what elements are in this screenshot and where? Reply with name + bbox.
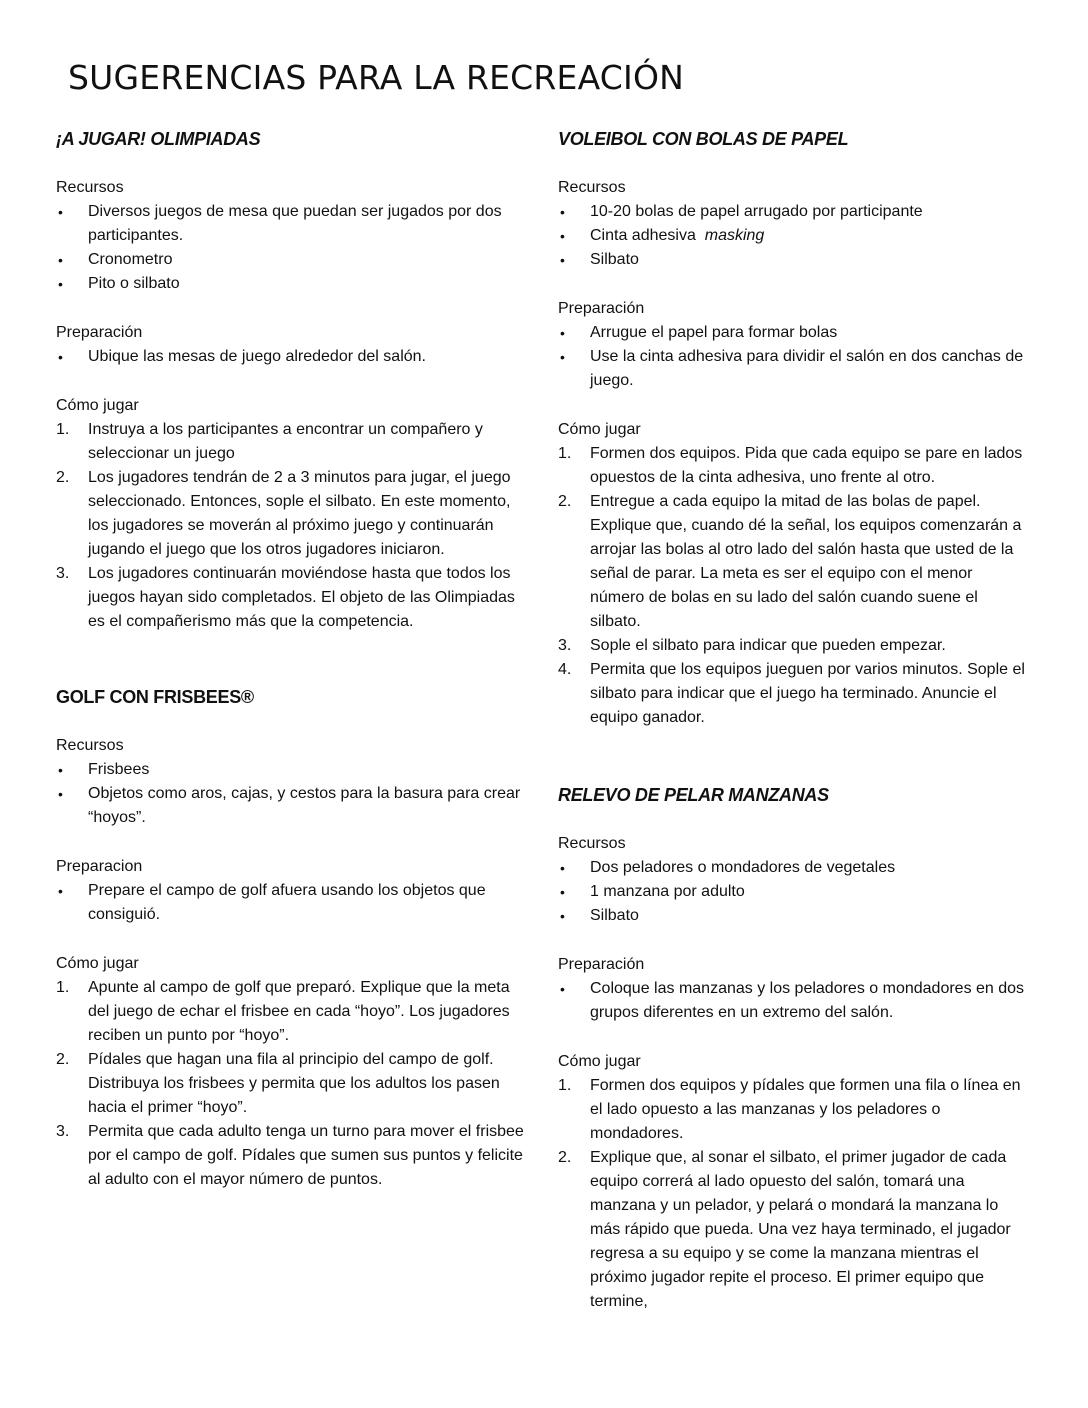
bullet: • <box>58 762 63 778</box>
como-jugar-label: Cómo jugar <box>56 397 139 414</box>
list-item: 1. Apunte al campo de golf que preparó. Explique que la meta del juego de echar el frisbee en cada “hoyo”. Los jugadores reciben un punto por “hoyo”. <box>56 976 526 1048</box>
list-item: • Arrugue el papel para formar bolas <box>558 321 1028 345</box>
list-item: • Coloque las manzanas y los peladores o mondadores en dos grupos diferentes en un extremo del salón. <box>558 977 1028 1025</box>
bullet: • <box>58 252 63 268</box>
preparacion-label: Preparación <box>558 300 645 317</box>
number: 2. <box>558 493 572 510</box>
list-item: • Frisbees <box>56 758 526 782</box>
number: 4. <box>558 661 572 678</box>
list-item: • Cronometro <box>56 248 526 272</box>
list-item: • Silbato <box>558 248 1028 272</box>
list-item: • Dos peladores o mondadores de vegetales <box>558 856 1028 880</box>
left-column <box>56 126 526 1192</box>
bullet: • <box>560 884 565 900</box>
bullet: • <box>58 786 63 802</box>
como-jugar-list <box>56 976 526 1192</box>
section-spacer <box>558 730 1028 782</box>
number: 2. <box>56 1051 70 1068</box>
section-spacer <box>56 634 526 684</box>
preparacion-label: Preparación <box>558 956 645 973</box>
list-item: 2. Los jugadores tendrán de 2 a 3 minutos para jugar, el juego seleccionado. Entonces, sople el silbato. En este momento, los jugadores se moverán al próximo juego y continuarán jugando el juego que los otros jugadores iniciaron. <box>56 466 526 562</box>
bullet: • <box>560 981 565 997</box>
masking-italic: masking <box>704 227 765 244</box>
number: 2. <box>558 1149 572 1166</box>
list-item: • 10-20 bolas de papel arrugado por participante <box>558 200 1028 224</box>
game-title: RELEVO DE PELAR MANZANAS <box>558 785 829 805</box>
como-jugar-list <box>558 442 1028 730</box>
como-jugar-label: Cómo jugar <box>56 955 139 972</box>
list-item: 2. Pídales que hagan una fila al principio del campo de golf. Distribuya los frisbees y permita que los adultos los pasen hacia el primer “hoyo”. <box>56 1048 526 1120</box>
list-item: • Use la cinta adhesiva para dividir el salón en dos canchas de juego. <box>558 345 1028 393</box>
number: 2. <box>56 469 70 486</box>
number: 1. <box>558 445 572 462</box>
game-relevo <box>558 782 1028 1314</box>
recursos-list <box>558 856 1028 928</box>
preparacion-list <box>558 977 1028 1025</box>
list-item: 3. Sople el silbato para indicar que pueden empezar. <box>558 634 1028 658</box>
game-title: VOLEIBOL CON BOLAS DE PAPEL <box>558 129 849 149</box>
preparacion-list <box>56 879 526 927</box>
preparacion-list <box>56 345 526 369</box>
bullet: • <box>560 204 565 220</box>
preparacion-label: Preparacion <box>56 858 143 875</box>
number: 3. <box>56 565 70 582</box>
list-item: • Diversos juegos de mesa que puedan ser jugados por dos participantes. <box>56 200 526 248</box>
right-column <box>558 126 1028 1314</box>
list-item: • Cinta adhesiva masking <box>558 224 1028 248</box>
list-item: 2. Entregue a cada equipo la mitad de las bolas de papel. Explique que, cuando dé la señal, los equipos comenzarán a arrojar las bolas al otro lado del salón hasta que usted de la señal de parar. La meta es ser el equipo con el menor número de bolas en su lado del salón cuando suene el silbato. <box>558 490 1028 634</box>
page-title: SUGERENCIAS PARA LA RECREACIÓN <box>68 58 685 97</box>
bullet: • <box>58 349 63 365</box>
bullet: • <box>560 349 565 365</box>
recursos-list <box>56 200 526 296</box>
bullet: • <box>560 252 565 268</box>
preparacion-list <box>558 321 1028 393</box>
number: 1. <box>56 421 70 438</box>
recursos-label: Recursos <box>558 835 626 852</box>
game-golf <box>56 684 526 1192</box>
number: 1. <box>56 979 70 996</box>
list-item: • Silbato <box>558 904 1028 928</box>
bullet: • <box>58 204 63 220</box>
bullet: • <box>560 908 565 924</box>
list-item: • Objetos como aros, cajas, y cestos para la basura para crear “hoyos”. <box>56 782 526 830</box>
list-item: • Ubique las mesas de juego alrededor del salón. <box>56 345 526 369</box>
list-item: 2. Explique que, al sonar el silbato, el primer jugador de cada equipo correrá al lado opuesto del salón, tomará una manzana y un pelador, y pelará o mondará la manzana lo más rápido que pueda. Una vez haya terminado, el jugador regresa a su equipo y se come la manzana mientras el próximo jugador repite el proceso. El primer equipo que termine, <box>558 1146 1028 1314</box>
como-jugar-list <box>558 1074 1028 1314</box>
bullet: • <box>560 860 565 876</box>
list-item: • 1 manzana por adulto <box>558 880 1028 904</box>
recursos-list <box>558 200 1028 272</box>
list-item: 3. Los jugadores continuarán moviéndose hasta que todos los juegos hayan sido completados. El objeto de las Olimpiadas es el compañerismo más que la competencia. <box>56 562 526 634</box>
como-jugar-list <box>56 418 526 634</box>
list-item: • Pito o silbato <box>56 272 526 296</box>
como-jugar-label: Cómo jugar <box>558 1053 641 1070</box>
bullet: • <box>560 228 565 244</box>
preparacion-label: Preparación <box>56 324 143 341</box>
recursos-list <box>56 758 526 830</box>
list-item: 3. Permita que cada adulto tenga un turno para mover el frisbee por el campo de golf. Pídales que sumen sus puntos y felicite al adulto con el mayor número de puntos. <box>56 1120 526 1192</box>
list-item: 1. Formen dos equipos y pídales que formen una fila o línea en el lado opuesto a las manzanas y los peladores o mondadores. <box>558 1074 1028 1146</box>
recursos-label: Recursos <box>558 179 626 196</box>
bullet: • <box>58 276 63 292</box>
bullet: • <box>560 325 565 341</box>
recursos-label: Recursos <box>56 179 124 196</box>
como-jugar-label: Cómo jugar <box>558 421 641 438</box>
game-olimpiadas <box>56 126 526 634</box>
list-item: 1. Instruya a los participantes a encontrar un compañero y seleccionar un juego <box>56 418 526 466</box>
number: 3. <box>56 1123 70 1140</box>
bullet: • <box>58 883 63 899</box>
game-title: ¡A JUGAR! OLIMPIADAS <box>56 129 261 149</box>
list-item: 4. Permita que los equipos jueguen por varios minutos. Sople el silbato para indicar que el juego ha terminado. Anuncie el equipo ganador. <box>558 658 1028 730</box>
list-item: 1. Formen dos equipos. Pida que cada equipo se pare en lados opuestos de la cinta adhesiva, uno frente al otro. <box>558 442 1028 490</box>
number: 1. <box>558 1077 572 1094</box>
list-item: • Prepare el campo de golf afuera usando los objetos que consiguió. <box>56 879 526 927</box>
recursos-label: Recursos <box>56 737 124 754</box>
game-voleibol <box>558 126 1028 730</box>
game-title: GOLF CON FRISBEES® <box>56 687 254 707</box>
number: 3. <box>558 637 572 654</box>
